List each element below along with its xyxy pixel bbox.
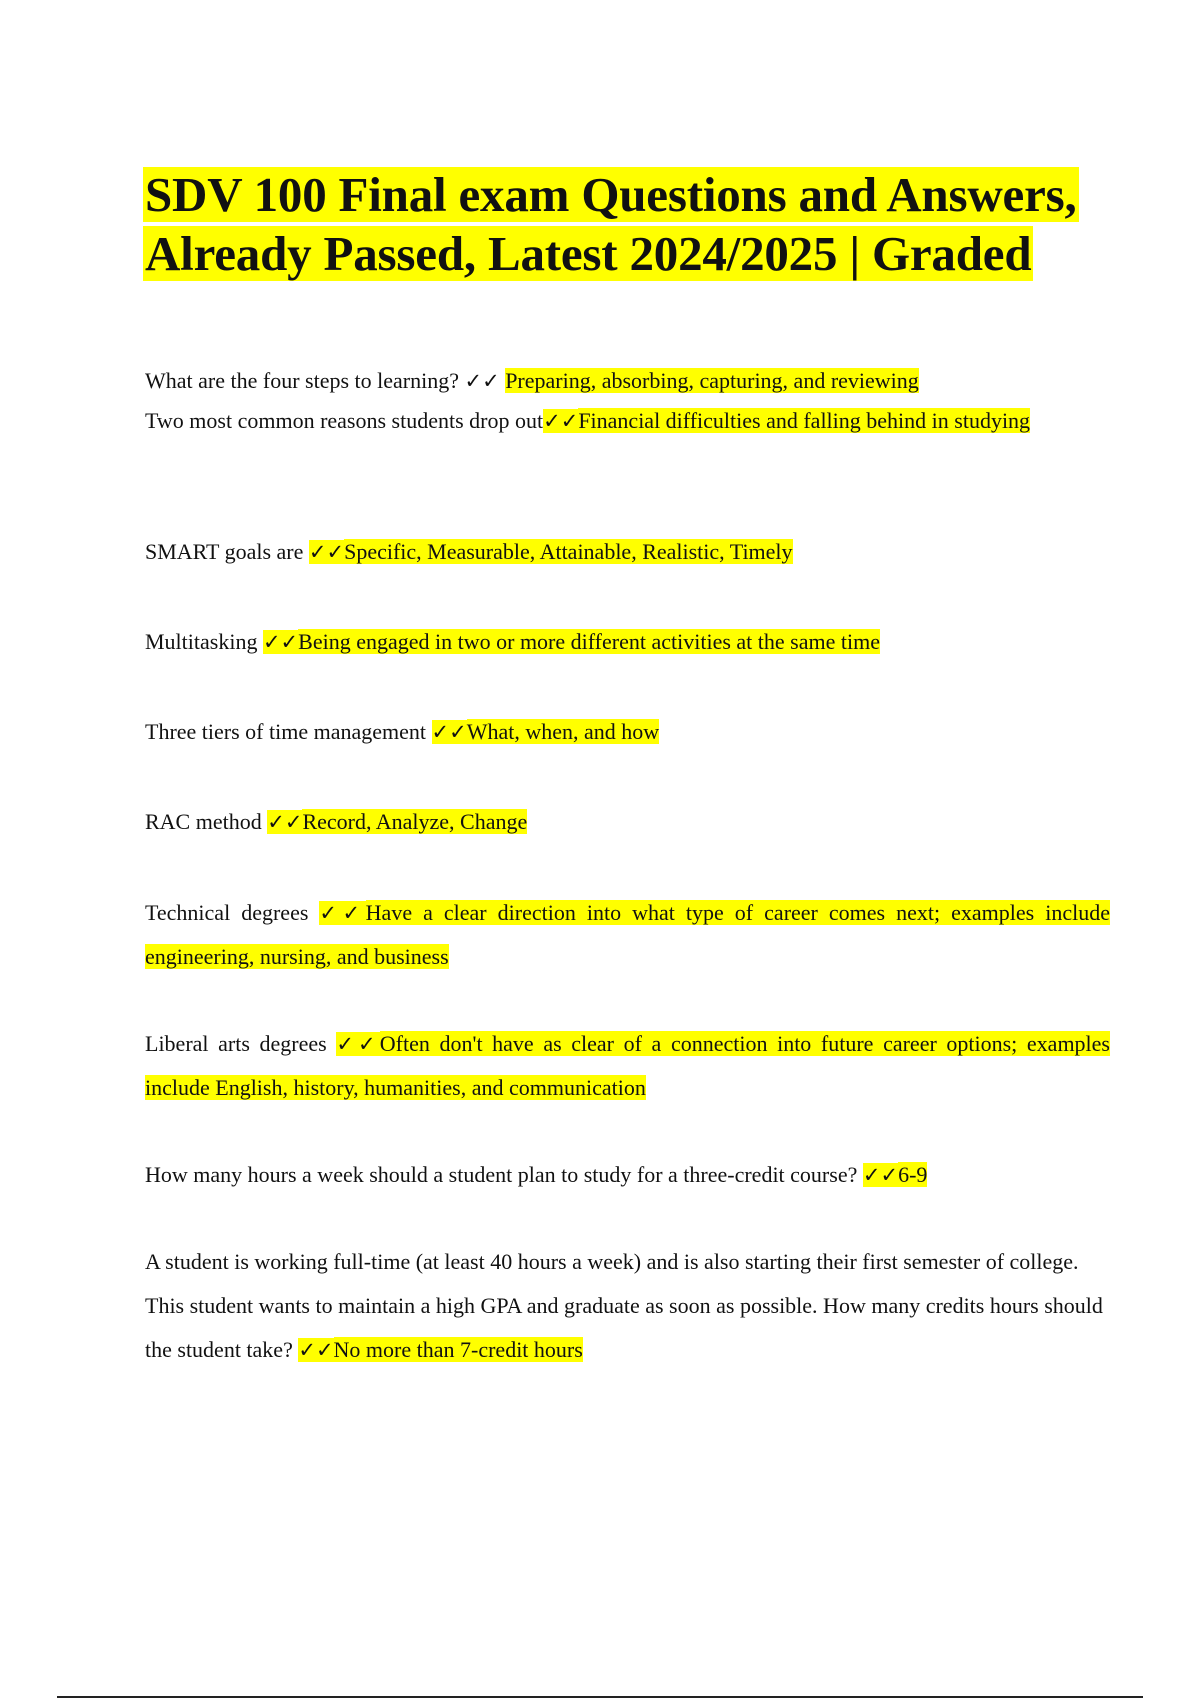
qa-item-5 (145, 710, 1110, 754)
qa-item-2 (145, 399, 1110, 443)
question-text: SMART goals are (145, 539, 304, 564)
qa-item-3 (145, 530, 1110, 574)
question-text: How many hours a week should a student plan to study for a three-credit course? (145, 1162, 858, 1187)
check-icon: ✓✓ (464, 369, 500, 393)
qa-item-10 (145, 1240, 1110, 1372)
answer-text: Being engaged in two or more different activities at the same time (298, 629, 880, 654)
question-text: RAC method (145, 809, 262, 834)
question-text: Multitasking (145, 629, 258, 654)
answer-text: Have a clear direction into what type of career comes next; examples include engineering, nursing, and business (145, 900, 1110, 969)
answer-text: 6-9 (898, 1162, 928, 1187)
check-icon: ✓✓ (308, 540, 345, 564)
question-text: What are the four steps to learning? (145, 368, 459, 393)
answer-text: Financial difficulties and falling behind in studying (578, 408, 1031, 433)
check-icon: ✓✓ (336, 1032, 380, 1056)
qa-item-6 (145, 800, 1110, 844)
question-text: Two most common reasons students drop out (145, 408, 544, 433)
answer-text: No more than 7-credit hours (333, 1337, 583, 1362)
qa-item-8 (145, 1022, 1110, 1110)
answer-text: Specific, Measurable, Attainable, Realistic, Timely (344, 539, 793, 564)
check-icon: ✓✓ (298, 1338, 334, 1362)
check-icon: ✓✓ (431, 720, 467, 744)
document-title (143, 165, 1163, 283)
answer-text: Often don't have as clear of a connection into future career options; examples include English, history, humanities, and communication (145, 1031, 1110, 1100)
answer-text: Record, Analyze, Change (302, 809, 528, 834)
qa-item-1 (145, 359, 1110, 403)
qa-item-9 (145, 1153, 1110, 1197)
check-icon: ✓✓ (543, 409, 579, 433)
question-text: Technical degrees (145, 900, 309, 925)
question-text: Liberal arts degrees (145, 1031, 327, 1056)
check-icon: ✓✓ (862, 1163, 899, 1187)
footer-rule (57, 1696, 1143, 1698)
qa-item-7 (145, 891, 1110, 979)
qa-item-4 (145, 620, 1110, 664)
document-title-text: SDV 100 Final exam Questions and Answers, Already Passed, Latest 2024/2025 | Graded (145, 167, 1077, 281)
check-icon: ✓✓ (319, 901, 366, 925)
question-text: Three tiers of time management (145, 719, 426, 744)
answer-text: Preparing, absorbing, capturing, and reviewing (505, 368, 919, 393)
answer-text: What, when, and how (466, 719, 660, 744)
check-icon: ✓✓ (267, 810, 303, 834)
check-icon: ✓✓ (262, 630, 299, 654)
question-text: A student is working full-time (at least 40 hours a week) and is also starting their first semester of college. This student wants to maintain a high GPA and graduate as soon as possible. How many credits hours should the student take? (145, 1249, 1103, 1362)
